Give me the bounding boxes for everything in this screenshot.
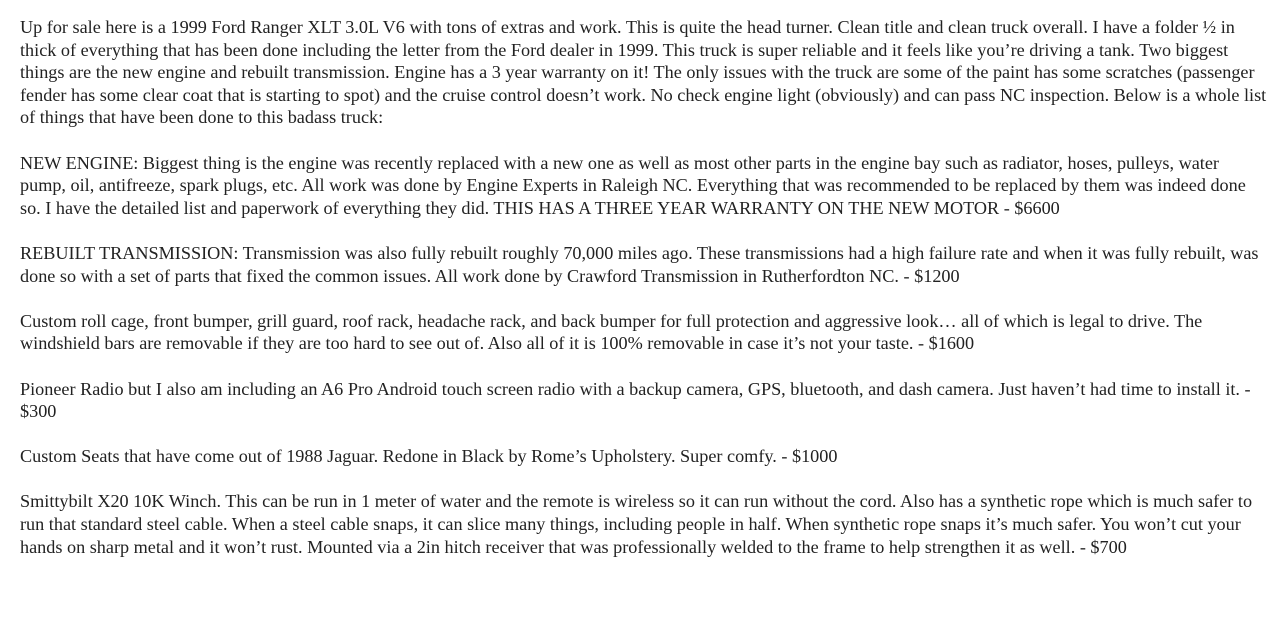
new-engine-paragraph: NEW ENGINE: Biggest thing is the engine was recently replaced with a new one as well as most other parts in the engine bay such as radiator, hoses, pulleys, water pump, oil, antifreeze, spark plugs, etc. All work was done by Engine Experts in Raleigh NC. Everything that was recommended to be replaced by them was indeed done so. I have the detailed list and paperwork of everything they did. THIS HAS A THREE YEAR WARRANTY ON THE NEW MOTOR - $6600	[20, 152, 1246, 218]
intro-paragraph: Up for sale here is a 1999 Ford Ranger XLT 3.0L V6 with tons of extras and work. This is quite the head turner. Clean title and clean truck overall. I have a folder ½ in thick of everything that has been done including the letter from the Ford dealer in 1999. This truck is super reliable and it feels like you’re driving a tank. Two biggest things are the new engine and rebuilt transmission. Engine has a 3 year warranty on it! The only issues with the truck are some of the paint has some scratches (passenger fender has some clear coat that is starting to spot) and the cruise control doesn’t work. No check engine light (obviously) and can pass NC inspection. Below is a whole list of things that have been done to this badass truck:	[20, 17, 1267, 128]
radio-paragraph: Pioneer Radio but I also am including an A6 Pro Android touch screen radio with a backup camera, GPS, bluetooth, and dash camera. Just haven’t had time to install it. - $300	[20, 378, 1251, 422]
listing-description	[20, 16, 1268, 558]
roll-cage-paragraph: Custom roll cage, front bumper, grill guard, roof rack, headache rack, and back bumper for full protection and aggressive look… all of which is legal to drive. The windshield bars are removable if they are too hard to see out of. Also all of it is 100% removable in case it’s not your taste. - $1600	[20, 310, 1203, 354]
winch-paragraph: Smittybilt X20 10K Winch. This can be run in 1 meter of water and the remote is wireless so it can run without the cord. Also has a synthetic rope which is much safer to run that standard steel cable. When a steel cable snaps, it can slice many things, including people in half. When synthetic rope snaps it’s much safer. You won’t cut your hands on sharp metal and it won’t rust. Mounted via a 2in hitch receiver that was professionally welded to the frame to help strengthen it as well. - $700	[20, 491, 1253, 557]
custom-seats-paragraph: Custom Seats that have come out of 1988 Jaguar. Redone in Black by Rome’s Upholstery. Super comfy. - $1000	[20, 446, 838, 467]
rebuilt-transmission-paragraph: REBUILT TRANSMISSION: Transmission was also fully rebuilt roughly 70,000 miles ago. These transmissions had a high failure rate and when it was fully rebuilt, was done so with a set of parts that fixed the common issues. All work done by Crawford Transmission in Rutherfordton NC. - $1200	[20, 242, 1259, 286]
